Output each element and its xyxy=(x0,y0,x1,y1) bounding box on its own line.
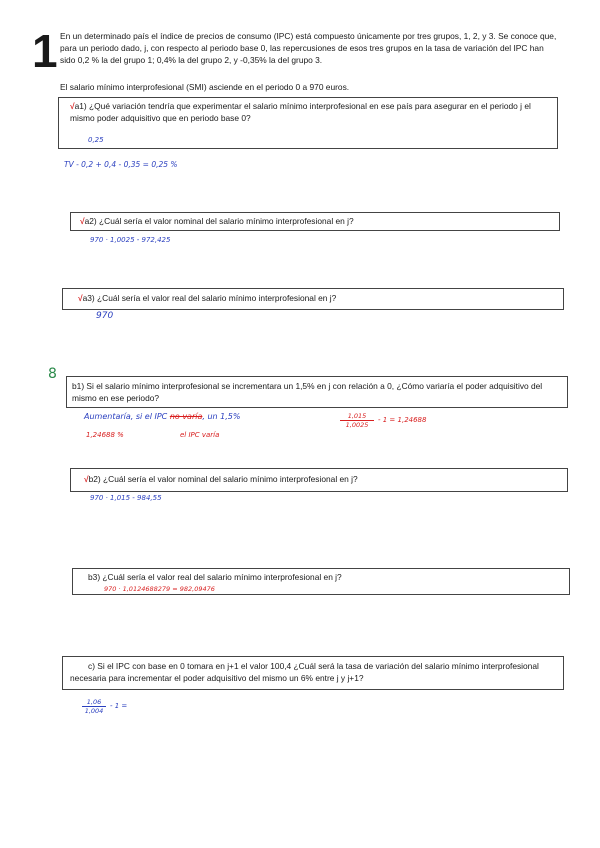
c-fraction xyxy=(82,698,106,715)
smi-statement: El salario mínimo interprofesional (SMI) asciende en el periodo 0 a 970 euros. xyxy=(60,82,350,92)
work-b2: 970 · 1,015 - 984,55 xyxy=(90,494,162,502)
fraction-denominator: 1,004 xyxy=(82,706,106,715)
checkmark-icon: √ xyxy=(84,474,89,484)
fraction-denominator: 1,0025 xyxy=(340,420,374,429)
question-a3-text: a3) ¿Cuál sería el valor real del salario mínimo interprofesional en j? xyxy=(82,293,337,303)
question-b1: b1) Si el salario mínimo interprofesional se incrementara un 1,5% en j con relación a 0, ¿Cómo variaría el poder adquisitivo del mismo en ese periodo? xyxy=(72,381,543,403)
work-b1-line: Aumentaría, si el IPC xyxy=(84,412,168,421)
question-b3-text: b3) ¿Cuál sería el valor real del salario mínimo interprofesional en j? xyxy=(88,572,342,582)
work-b1-main xyxy=(84,412,240,421)
question-c-text: c) Si el IPC con base en 0 tomara en j+1 el valor 100,4 ¿Cuál será la tasa de variación del salario mínimo interprofesional necesaria para incrementar el poder adquisitivo del mismo un 6% entre j y j+1? xyxy=(70,661,539,683)
question-a2-text: a2) ¿Cuál sería el valor nominal del salario mínimo interprofesional en j? xyxy=(84,216,354,226)
b1-fraction xyxy=(340,412,374,429)
work-b1-note: el IPC varía xyxy=(180,431,220,439)
question-a2 xyxy=(80,215,550,227)
work-b1-calc: - 1 = 1,24688 xyxy=(378,416,427,424)
question-b2 xyxy=(84,473,554,485)
work-a2: 970 · 1,0025 - 972,425 xyxy=(90,236,171,244)
checkmark-icon: √ xyxy=(80,216,85,226)
checkmark-icon: √ xyxy=(78,293,83,303)
margin-mark: 8 xyxy=(48,366,57,382)
fraction-numerator: 1,015 xyxy=(347,412,367,420)
exercise-intro: En un determinado país el índice de precios de consumo (IPC) está compuesto únicamente por tres grupos, 1, 2, y 3. Se conoce que, para un periodo dado, j, con respecto al periodo base 0, las repercusiones de esos tres grupos en la tasa de variación del IPC han sido 0,2 % la del grupo 1; 0,4% la del grupo 2, y -0,35% la del grupo 3. xyxy=(60,31,557,65)
work-c: - 1 = xyxy=(110,702,128,710)
question-b2-text: b2) ¿Cuál sería el valor nominal del salario mínimo interprofesional en j? xyxy=(88,474,358,484)
work-b3: 970 · 1,0124688279 = 982,09476 xyxy=(104,585,215,593)
fraction-numerator: 1,06 xyxy=(86,698,102,706)
work-a1: TV - 0,2 + 0,4 - 0,35 = 0,25 % xyxy=(64,160,178,169)
question-a1-text: a1) ¿Qué variación tendría que experimentar el salario mínimo interprofesional en ese país para asegurar en el periodo j el mismo poder adquisitivo que en periodo base 0? xyxy=(70,101,531,123)
work-b1-result: 1,24688 % xyxy=(86,431,124,439)
answer-a1: 0,25 xyxy=(88,136,104,144)
work-b1-tail: , un 1,5% xyxy=(202,412,241,421)
question-a3 xyxy=(78,292,548,304)
work-a3: 970 xyxy=(96,311,114,321)
question-a1 xyxy=(70,100,550,124)
exercise-number: 1 xyxy=(32,25,58,77)
work-b1-struck: no varía xyxy=(169,412,203,421)
checkmark-icon: √ xyxy=(70,101,75,111)
